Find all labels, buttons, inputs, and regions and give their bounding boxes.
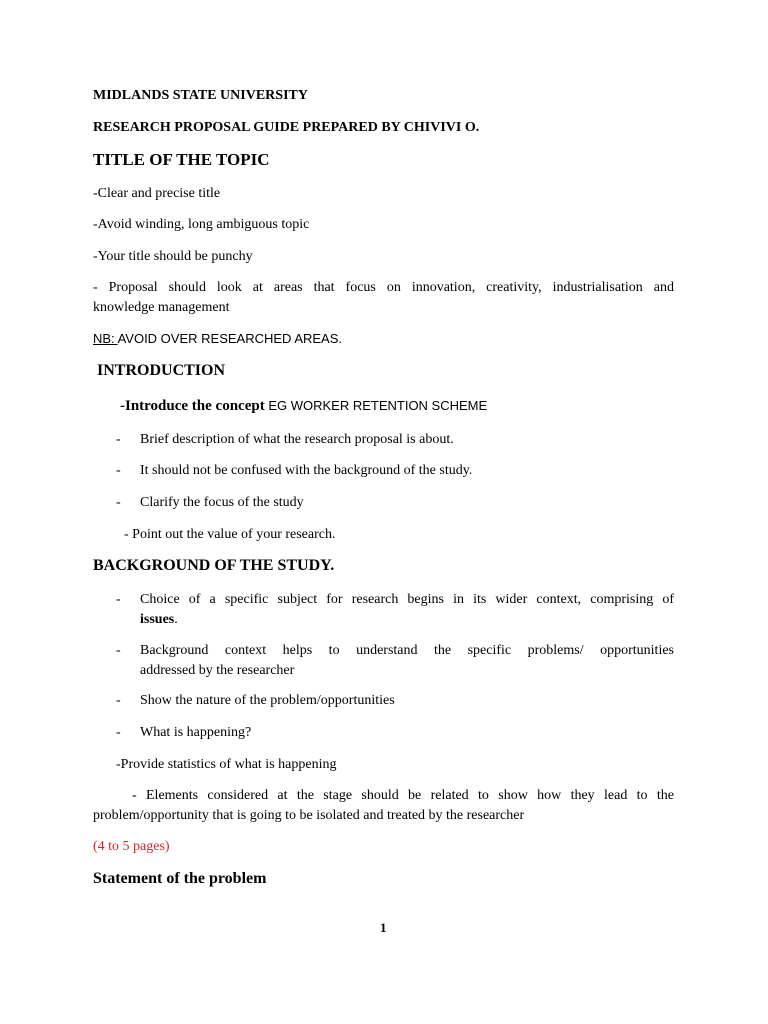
title-line-clear: -Clear and precise title xyxy=(93,186,221,201)
university-name: MIDLANDS STATE UNIVERSITY xyxy=(93,88,308,103)
intro-bullet-2: It should not be confused with the background of the study. xyxy=(140,463,473,478)
pages-note: (4 to 5 pages) xyxy=(93,839,170,854)
intro-bullet-3: Clarify the focus of the study xyxy=(140,495,304,510)
bg-bullet-1-line-1: Choice of a specific subject for research begins in its wider context, comprising of xyxy=(140,592,674,607)
nb-note xyxy=(93,331,342,346)
bg-bullet-1-line-2 xyxy=(140,611,178,629)
bullet-marker: - xyxy=(116,725,121,740)
title-line-punchy: -Your title should be punchy xyxy=(93,249,253,264)
title-line-avoid: -Avoid winding, long ambiguous topic xyxy=(93,217,310,232)
concept-label: -Introduce the concept xyxy=(120,398,265,414)
intro-bullet-1: Brief description of what the research proposal is about. xyxy=(140,432,454,447)
introduction-heading: INTRODUCTION xyxy=(97,362,226,379)
concept-example: EG WORKER RETENTION SCHEME xyxy=(264,398,488,413)
stats-line: -Provide statistics of what is happening xyxy=(116,757,337,772)
bg-bullet-3: Show the nature of the problem/opportunities xyxy=(140,693,395,708)
page-number: 1 xyxy=(380,920,387,935)
bullet-marker: - xyxy=(116,463,121,478)
bg-bullet-4: What is happening? xyxy=(140,725,252,740)
issues-word: issues xyxy=(140,612,175,627)
bullet-marker: - xyxy=(116,643,121,658)
bullet-marker: - xyxy=(116,432,121,447)
introduce-concept-line xyxy=(120,397,487,415)
proposal-line-2: knowledge management xyxy=(93,300,230,315)
proposal-line-1: - Proposal should look at areas that focus on innovation, creativity, industrialisation and xyxy=(93,280,674,295)
background-heading: BACKGROUND OF THE STUDY. xyxy=(93,557,335,574)
bullet-marker: - xyxy=(116,592,121,607)
statement-heading: Statement of the problem xyxy=(93,870,267,887)
bg-bullet-2-line-1: Background context helps to understand the specific problems/ opportunities xyxy=(140,643,674,658)
bg-bullet-2-line-2: addressed by the researcher xyxy=(140,663,295,678)
nb-text: AVOID OVER RESEARCHED AREAS. xyxy=(117,331,343,346)
elements-line-1: - Elements considered at the stage should be related to show how they lead to the xyxy=(132,788,674,803)
bullet-marker: - xyxy=(116,495,121,510)
bullet-marker: - xyxy=(116,693,121,708)
issues-period: . xyxy=(174,612,178,627)
title-section-heading: TITLE OF THE TOPIC xyxy=(93,150,270,169)
guide-title: RESEARCH PROPOSAL GUIDE PREPARED BY CHIVIVI O. xyxy=(93,120,480,135)
intro-value-line: - Point out the value of your research. xyxy=(124,527,336,542)
elements-line-2: problem/opportunity that is going to be isolated and treated by the researcher xyxy=(93,808,525,823)
nb-label: NB: xyxy=(93,331,118,346)
